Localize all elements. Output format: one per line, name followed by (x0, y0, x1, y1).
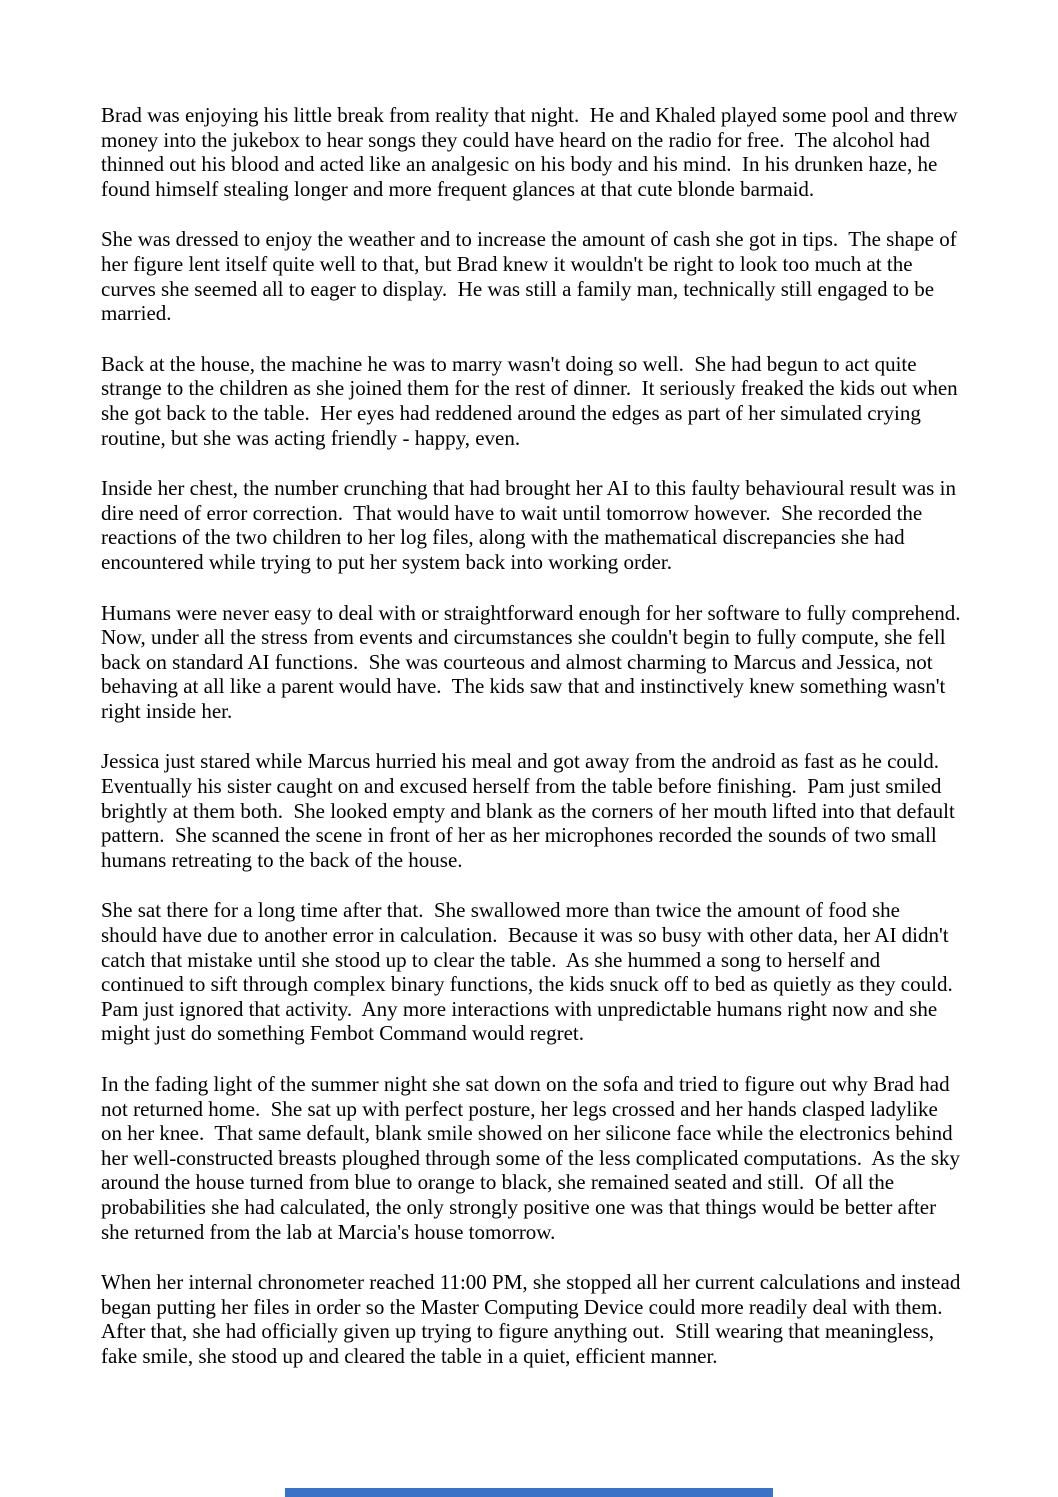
paragraph: Back at the house, the machine he was to marry wasn't doing so well. She had begun to act quite strange to the children as she joined them for the rest of dinner. It seriously freaked the kids out when she got back to the table. Her eyes had reddened around the edges as part of her simulated crying routine, but she was acting friendly - happy, even. (101, 351, 963, 450)
paragraph: She was dressed to enjoy the weather and to increase the amount of cash she got in tips. The shape of her figure lent itself quite well to that, but Brad knew it wouldn't be right to look too much at the curves she seemed all to eager to display. He was still a family man, technically still engaged to be married. (101, 227, 962, 326)
paragraph: Inside her chest, the number crunching that had brought her AI to this faulty behavioural result was in dire need of error correction. That would have to wait until tomorrow however. She recorded the reactions of the two children to her log files, along with the mathematical discrepancies she had encountered while trying to put her system back into working order. (101, 476, 962, 574)
document-text-block (101, 103, 972, 1395)
paragraph: Jessica just stared while Marcus hurried his meal and got away from the android as fast as he could. Eventually his sister caught on and excused herself from the table before finishing. Pam just smiled brightly at them both. She looked empty and blank as the corners of her mouth lifted into that default pattern. She scanned the scene in front of her as her microphones recorded the sounds of two small humans retreating to the back of the house. (101, 749, 961, 872)
bottom-blue-bar (285, 1488, 773, 1497)
paragraph: When her internal chronometer reached 11:00 PM, she stopped all her current calculations and instead began putting her files in order so the Master Computing Device could more readily deal with them. After that, she had officially given up trying to figure anything out. Still wearing that meaningless, fake smile, she stood up and cleared the table in a quiet, efficient manner. (101, 1270, 966, 1368)
paragraph: She sat there for a long time after that. She swallowed more than twice the amount of food she should have due to another error in calculation. Because it was so busy with other data, her AI didn't catch that mistake until she stood up to clear the table. As she hummed a song to herself and continued to sift through complex binary functions, the kids snuck off to bed as quietly as they could. Pam just ignored that activity. Any more interactions with unpredictable humans right now and she might just do something Fembot Command would regret. (101, 898, 964, 1046)
paragraph: Humans were never easy to deal with or straightforward enough for her software to fully comprehend. Now, under all the stress from events and circumstances she couldn't begin to fully compute, she fell back on standard AI functions. She was courteous and almost charming to Marcus and Jessica, not behaving at all like a parent would have. The kids saw that and instinctively knew something wasn't right inside her. (101, 600, 972, 723)
paragraph: In the fading light of the summer night she sat down on the sofa and tried to figure out why Brad had not returned home. She sat up with perfect posture, her legs crossed and her hands clasped ladylike on her knee. That same default, blank smile showed on her silicone face while the electronics behind her well-constructed breasts ploughed through some of the less complicated computations. As the sky around the house turned from blue to orange to black, she remained seated and still. Of all the probabilities she had calculated, the only strongly positive one was that things would be better after she returned from the lab at Marcia's house tomorrow. (101, 1072, 966, 1244)
paragraph: Brad was enjoying his little break from reality that night. He and Khaled played some pool and threw money into the jukebox to hear songs they could have heard on the radio for free. The alcohol had thinned out his blood and acted like an analgesic on his body and his mind. In his drunken haze, he found himself stealing longer and more frequent glances at that cute blonde barmaid. (101, 103, 963, 201)
